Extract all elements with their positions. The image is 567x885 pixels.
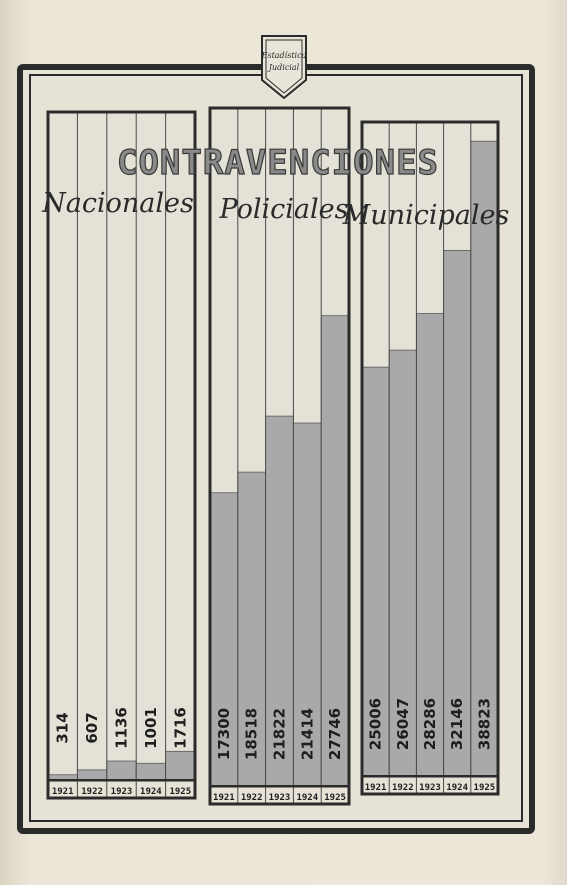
- bar-nacionales-1923: [107, 761, 136, 780]
- year-label: 1924: [296, 793, 319, 803]
- emblem-line1: Estadística: [261, 51, 307, 60]
- value-label: 1001: [141, 707, 160, 749]
- year-label: 1925: [169, 787, 192, 797]
- value-label: 1136: [112, 707, 131, 749]
- panel-label-municipales: Municipales: [342, 200, 510, 231]
- chart-title: CONTRAVENCIONES: [116, 143, 440, 183]
- value-label: 27746: [326, 707, 345, 761]
- year-label: 1925: [324, 793, 346, 803]
- value-label: 32146: [448, 697, 467, 751]
- value-label: 607: [83, 712, 102, 744]
- bar-municipales-1924: [444, 250, 471, 776]
- panels-group: [41, 108, 509, 804]
- value-label: 25006: [366, 697, 385, 751]
- year-label: 1923: [268, 793, 291, 803]
- panel-nacionales: [41, 112, 195, 798]
- value-label: 26047: [393, 697, 412, 751]
- value-label: 38823: [475, 697, 494, 751]
- year-label: 1921: [213, 793, 235, 803]
- year-label: 1923: [419, 783, 441, 793]
- year-label: 1921: [51, 787, 74, 797]
- year-label: 1922: [240, 793, 263, 803]
- value-label: 28286: [421, 697, 439, 751]
- emblem-line2: Judicial: [268, 63, 300, 72]
- bar-nacionales-1922: [77, 770, 106, 780]
- year-label: 1925: [473, 783, 496, 793]
- year-label: 1922: [81, 787, 103, 797]
- value-label: 18518: [242, 707, 261, 761]
- value-label: 1716: [171, 707, 190, 749]
- panel-municipales: [342, 122, 510, 794]
- panel-policiales: [210, 108, 349, 804]
- year-label: 1921: [364, 783, 387, 793]
- value-label: 17300: [214, 707, 233, 761]
- year-label: 1924: [446, 783, 469, 793]
- bar-municipales-1925: [471, 141, 498, 776]
- emblem-shield-icon: [261, 36, 307, 98]
- value-label: 21414: [298, 707, 317, 761]
- value-label: 21822: [270, 707, 289, 761]
- year-label: 1923: [110, 787, 133, 797]
- panel-label-nacionales: Nacionales: [42, 188, 194, 219]
- bar-nacionales-1925: [166, 751, 195, 780]
- year-label: 1924: [140, 787, 162, 797]
- bar-nacionales-1924: [136, 763, 165, 780]
- value-label: 314: [53, 712, 72, 744]
- panel-label-policiales: Policiales: [219, 194, 349, 225]
- year-label: 1922: [391, 783, 414, 793]
